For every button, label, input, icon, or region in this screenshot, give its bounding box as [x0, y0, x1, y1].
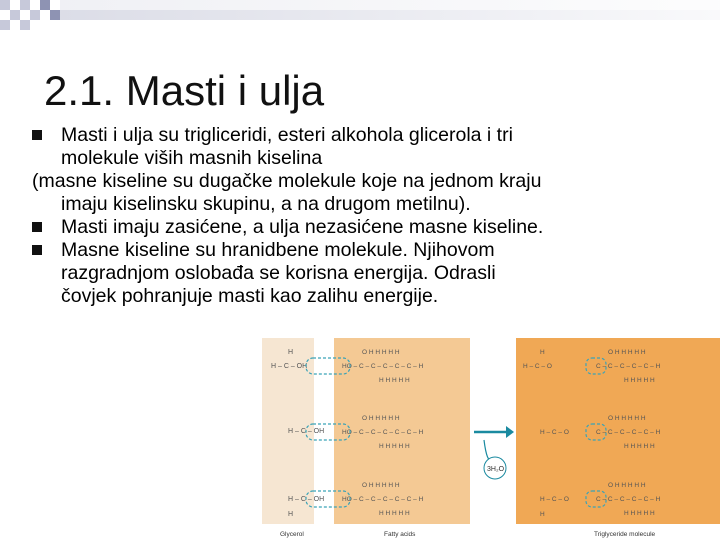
- line-text: molekule viših masnih kiselina: [61, 147, 323, 169]
- svg-text:C – C – C – C – C – H: C – C – C – C – C – H: [596, 363, 661, 370]
- svg-text:H: H: [540, 511, 545, 518]
- svg-text:H: H: [288, 511, 294, 518]
- svg-text:H H H H H: H H H H H: [379, 443, 410, 450]
- svg-text:O H H H H H: O H H H H H: [608, 349, 646, 356]
- svg-text:O H H H H H: O H H H H H: [608, 482, 646, 489]
- svg-text:H – C – O: H – C – O: [540, 496, 569, 503]
- svg-text:HO – C – C – C – C – C – H: HO – C – C – C – C – C – H: [342, 363, 424, 370]
- bullet-line-2: [32, 147, 702, 170]
- line-text: Masti imaju zasićene, a ulja nezasićene masne kiseline.: [61, 216, 544, 238]
- square-bullet-icon: [32, 222, 42, 232]
- bullet-line-4: [32, 193, 702, 216]
- slide-body: [32, 124, 702, 308]
- svg-text:C – C – C – C – C – H: C – C – C – C – C – H: [596, 496, 661, 503]
- bullet-line-8: [32, 285, 702, 308]
- svg-text:H H H H H: H H H H H: [379, 510, 410, 517]
- svg-text:H – C – OH: H – C – OH: [271, 363, 308, 370]
- bullet-line-5: [32, 216, 702, 239]
- line-text: imaju kiselinsku skupinu, a na drugom metilnu).: [61, 193, 471, 215]
- svg-text:H H H H H: H H H H H: [379, 377, 410, 384]
- triglyceride-formation-diagram: [262, 336, 720, 540]
- svg-text:H H H H H: H H H H H: [624, 443, 655, 450]
- svg-text:H – C – OH: H – C – OH: [288, 496, 325, 503]
- svg-text:H – C – O: H – C – O: [523, 363, 552, 370]
- glycerol-caption: Glycerol: [280, 531, 304, 538]
- decorative-checker-pattern: [0, 0, 720, 40]
- line-text: razgradnjom oslobađa se korisna energija. Odrasli: [61, 262, 496, 284]
- svg-text:O H H H H H: O H H H H H: [608, 415, 646, 422]
- svg-text:H – C – OH: H – C – OH: [288, 428, 325, 435]
- svg-text:C – C – C – C – C – H: C – C – C – C – C – H: [596, 429, 661, 436]
- bullet-line-3: [32, 170, 702, 193]
- svg-text:H H H H H: H H H H H: [624, 510, 655, 517]
- line-text: (masne kiseline su dugačke molekule koje na jednom kraju: [32, 170, 542, 192]
- svg-text:H: H: [288, 349, 294, 356]
- fatty-acids-caption: Fatty acids: [384, 531, 416, 538]
- svg-text:HO – C – C – C – C – C – H: HO – C – C – C – C – C – H: [342, 496, 424, 503]
- bullet-line-1: [32, 124, 702, 147]
- svg-text:H – C – O: H – C – O: [540, 429, 569, 436]
- line-text: Masti i ulja su trigliceridi, esteri alkohola glicerola i tri: [61, 124, 513, 146]
- svg-text:O H H H H H: O H H H H H: [362, 482, 400, 489]
- square-bullet-icon: [32, 245, 42, 255]
- svg-text:HO – C – C – C – C – C – H: HO – C – C – C – C – C – H: [342, 429, 424, 436]
- square-bullet-icon: [32, 130, 42, 140]
- bullet-line-7: [32, 262, 702, 285]
- svg-text:O H H H H H: O H H H H H: [362, 349, 400, 356]
- svg-text:H: H: [540, 349, 545, 356]
- svg-text:O H H H H H: O H H H H H: [362, 415, 400, 422]
- line-text: Masne kiseline su hranidbene molekule. Njihovom: [61, 239, 495, 261]
- diagram-svg: [262, 336, 720, 540]
- triglyceride-caption: Triglyceride molecule: [594, 531, 656, 538]
- bullet-line-6: [32, 239, 702, 262]
- slide-title: 2.1. Masti i ulja: [44, 67, 325, 114]
- line-text: čovjek pohranjuje masti kao zalihu energije.: [61, 285, 439, 307]
- svg-text:H H H H H: H H H H H: [624, 377, 655, 384]
- water-label: 3H₂O: [487, 466, 505, 473]
